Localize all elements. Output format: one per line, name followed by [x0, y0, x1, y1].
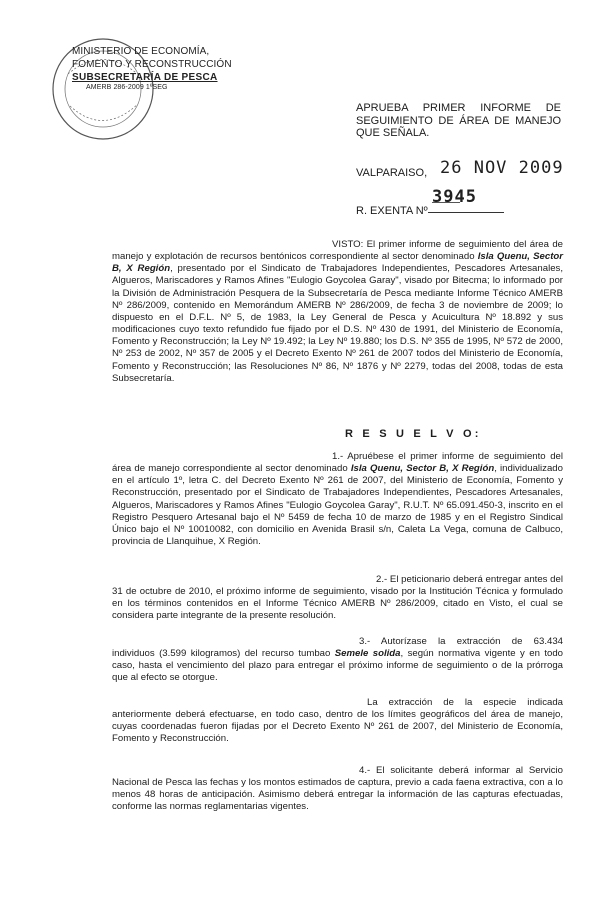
resolution-label: R. EXENTA Nº [356, 205, 428, 217]
subject-line2: SEGUIMIENTO DE ÁREA DE MANEJO [356, 114, 561, 127]
resolution-underline [428, 212, 504, 213]
subsecretaria-name: SUBSECRETARÍA DE PESCA [72, 72, 218, 83]
resuelvo-heading: R E S U E L V O: [345, 428, 482, 440]
place-label: VALPARAISO, [356, 167, 428, 179]
resolution-number-stamp: 3945 [432, 187, 477, 207]
resuelvo-item-3-extraction: La extracción de la especie indicada anteriormente deberá efectuarse, en todo caso, dentro de los límites geográficos del área de manejo, cuyas coordenadas fueron fijadas por el Decreto Exento Nº 261 de 2007, del Ministerio de Economía, Fomento y Reconstrucción. [112, 697, 563, 745]
resuelvo-item-3: 3.- Autorízase la extracción de 63.434 individuos (3.599 kilogramos) del recurso tumbao Semele solida, según normativa vigente y en todo caso, hasta el vencimiento del plazo para entregar el próximo informe de seguimiento o de la prórroga que al efecto se otorgue. [112, 636, 564, 684]
visto-paragraph: VISTO: El primer informe de seguimiento del área de manejo y explotación de recursos bentónicos correspondiente al sector denominado Isla Quenu, Sector B, X Región, presentado por el Sindicato de Trabajadores Independientes, Pescadores Artesanales, Algueros, Mariscadores y Ramos Afines "Eulogio Goycolea Garay", visado por Bitecma; lo informado por la División de Administración Pesquera de la Subsecretaría de Pesca mediante Informe Técnico AMERB Nº 286/2009, contenido en Memorándum AMERB Nº 286/2009, de fecha 3 de noviembre de 2009; lo dispuesto en el D.F.L. Nº 5, de 1983, la Ley General de Pesca y Acuicultura Nº 18.892 y sus modificaciones cuyo texto refundido fue fijado por el D.S. Nº 430 de 1991, del Ministerio de Economía, Fomento y Reconstrucción; la Ley Nº 19.492; la Ley Nº 19.880; los D.S. Nº 355 de 1995, Nº 572 de 2000, Nº 253 de 2002, Nº 357 de 2005 y el Decreto Exento Nº 261 de 2007 todos del Ministerio de Economía, Fomento y Reconstrucción; las Resoluciones Nº 86, Nº 1876 y Nº 2279, todas del 2008, todas de esta Subsecretaría. [112, 239, 563, 384]
subject-line1: APRUEBA PRIMER INFORME DE [356, 102, 561, 114]
resuelvo-item-4: 4.- El solicitante deberá informar al Servicio Nacional de Pesca las fechas y los montos estimados de captura, previo a cada faena extractiva, con a lo menos 48 horas de anticipación. Asimismo deberá entregar la información de las capturas efectuadas, conforme las normas reglamentarias vigentes. [112, 765, 563, 813]
ministry-name-line2: FOMENTO Y RECONSTRUCCIÓN [72, 59, 232, 70]
date-stamp: 26 NOV 2009 [440, 158, 564, 178]
ministry-name-line1: MINISTERIO DE ECONOMÍA, [72, 46, 210, 57]
sector-name: Isla Quenu, Sector B, X Región [112, 251, 563, 275]
resuelvo-item-2: 2.- El peticionario deberá entregar antes del 31 de octubre de 2010, el próximo informe de seguimiento, visado por la Institución Técnica y formulado en los términos contenidos en el Informe Técnico AMERB Nº 286/2009, citado en Visto, el cual se considera parte integrante de la presente resolución. [112, 574, 563, 622]
resolution-subject [356, 102, 561, 140]
sector-name: Isla Quenu, Sector B, X Región [350, 463, 495, 475]
species-name: Semele solida [334, 648, 401, 660]
document-reference: AMERB 286-2009 1ºSEG [86, 84, 168, 91]
resuelvo-item-1: 1.- Apruébese el primer informe de seguimiento del área de manejo correspondiente al sector denominado Isla Quenu, Sector B, X Región, individualizado en el artículo 1º, letra C. del Decreto Exento Nº 261 de 2007, del Ministerio de Economía, Fomento y Reconstrucción, presentado por el Sindicato de Trabajadores Independientes, Pescadores Artesanales, Algueros, Mariscadores y Ramos Afines "Eulogio Goycolea Garay", R.U.T. Nº 65.091.450-3, inscrito en el Registro Pesquero Artesanal bajo el Nº 5459 de fecha 10 de marzo de 1985 y en el Registro Sindical Único bajo el Nº 10010082, con domicilio en Avenida Brasil s/n, Caleta La Vega, comuna de Calbuco, provincia de Llanquihue, X Región. [112, 451, 563, 548]
subject-line3: QUE SEÑALA. [356, 127, 430, 139]
